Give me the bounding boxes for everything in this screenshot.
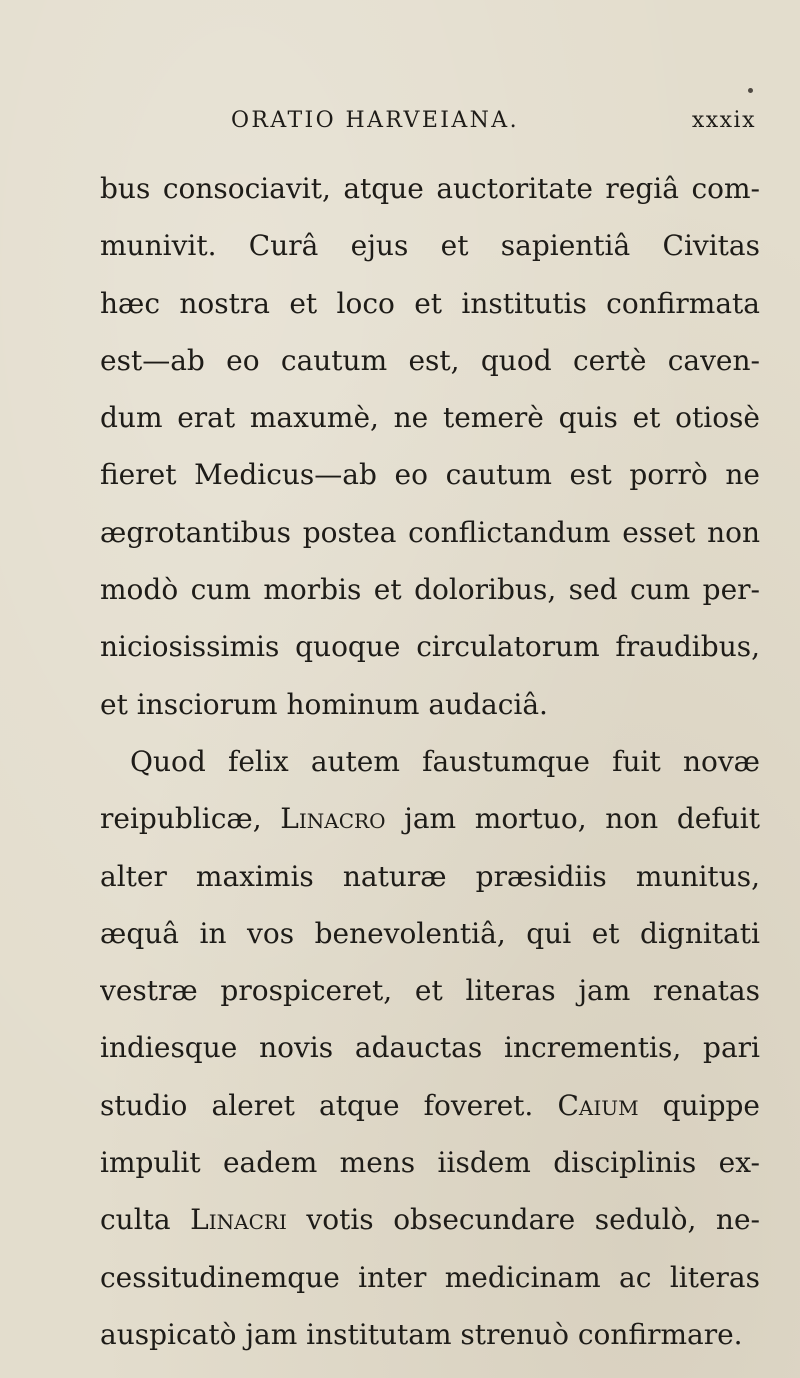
name-caium: Caium: [557, 1088, 639, 1122]
text-run: culta: [100, 1203, 191, 1237]
page-number: xxxix: [691, 108, 756, 133]
text-line: bus consociavit, atque auctoritate regiâ com-: [100, 172, 760, 205]
text-line: hæc nostra et loco et institutis confirmata: [100, 286, 760, 320]
text-line: modò cum morbis et doloribus, sed cum per-: [100, 573, 760, 607]
running-title: ORATIO HARVEIANA.: [231, 108, 519, 133]
text-line: indiesque novis adauctas incrementis, pari: [100, 1031, 760, 1065]
text-run: votis obsecundare sedulò, ne-: [286, 1203, 760, 1237]
text-run: jam mortuo, non defuit: [385, 802, 760, 836]
text-line: dum erat maxumè, ne temerè quis et otiosè: [100, 401, 760, 435]
paragraph-end-line: auspicatò jam institutam strenuò confirmare.: [100, 1317, 743, 1351]
text-line: vestræ prospiceret, et literas jam renatas: [100, 974, 760, 1008]
page-header: [0, 108, 800, 148]
name-linacri: Linacri: [190, 1203, 287, 1237]
body-text: [100, 160, 760, 1363]
text-run: reipublicæ,: [100, 802, 281, 836]
text-line: cessitudinemque inter medicinam ac literas: [100, 1260, 760, 1294]
text-line: ægrotantibus postea conflictandum esset non: [100, 515, 760, 549]
name-linacro: Linacro: [280, 802, 386, 836]
text-line: alter maximis naturæ præsidiis munitus,: [100, 859, 760, 893]
text-line: impulit eadem mens iisdem disciplinis ex-: [100, 1146, 760, 1180]
text-line: niciosissimis quoque circulatorum fraudibus,: [100, 630, 760, 664]
text-line: [100, 790, 760, 847]
paragraph-end-line: et insciorum hominum audaciâ.: [100, 687, 548, 721]
text-line: munivit. Curâ ejus et sapientiâ Civitas: [100, 229, 760, 263]
ink-speck: [748, 88, 753, 93]
text-line: [100, 1077, 760, 1134]
text-line: est—ab eo cautum est, quod certè caven-: [100, 343, 760, 377]
text-run: studio aleret atque foveret.: [100, 1088, 558, 1122]
paragraph-first-line: Quod felix autem faustumque fuit novæ: [130, 744, 760, 778]
text-line: fieret Medicus—ab eo cautum est porrò ne: [100, 458, 760, 492]
text-run: quippe: [638, 1088, 760, 1122]
text-line: æquâ in vos benevolentiâ, qui et dignitati: [100, 916, 760, 950]
text-line: [100, 1191, 760, 1248]
